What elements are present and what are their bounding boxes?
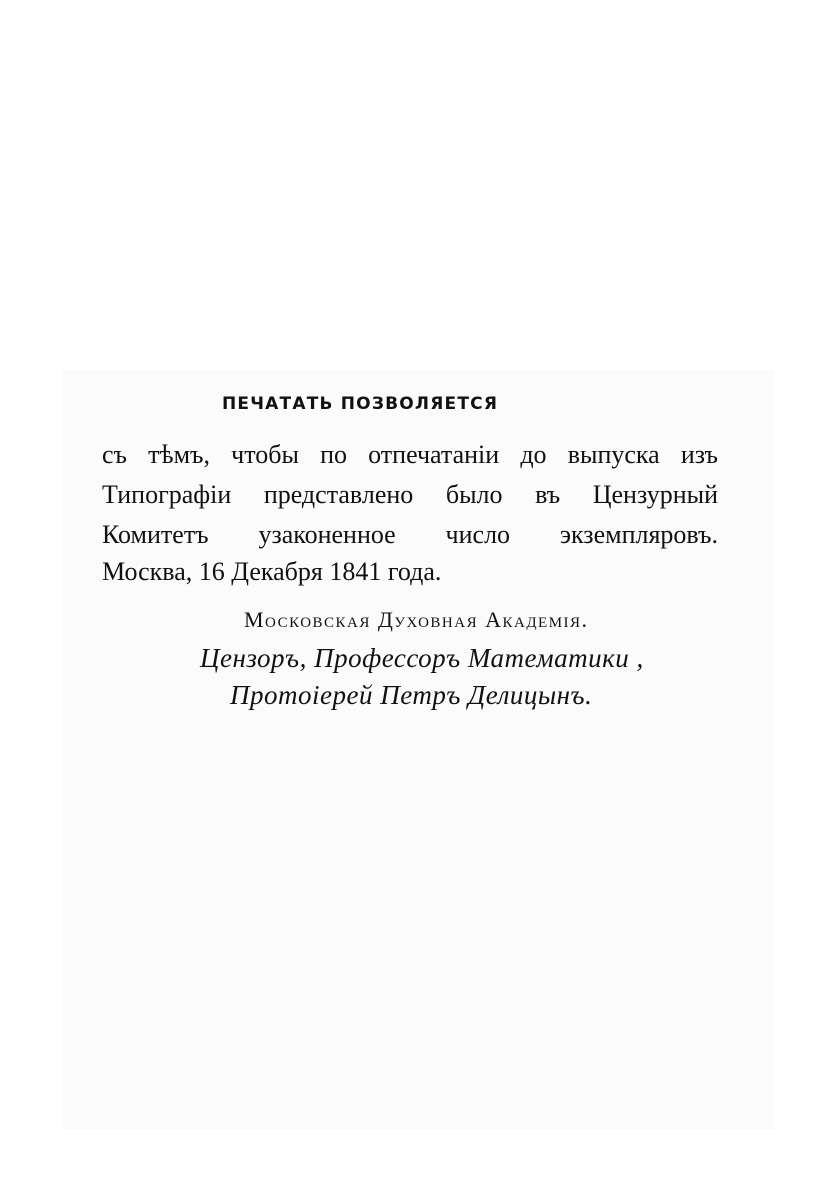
signature-title: Цензоръ, Профессоръ Математики ,	[200, 643, 644, 673]
body-line-1: съ тѣмъ, чтобы по отпечатаніи до выпуска изъ	[102, 440, 718, 469]
signature-institution: Московская Духовная Академія.	[244, 607, 589, 632]
censorship-heading: ПЕЧАТАТЬ ПОЗВОЛЯЕТСЯ	[222, 394, 499, 414]
body-line-2: Типографіи представлено было въ Цензурный	[102, 480, 718, 509]
body-line-3: Комитетъ узаконенное число экземпляровъ.	[102, 520, 718, 549]
body-line-date: Москва, 16 Декабря 1841 года.	[102, 557, 442, 586]
signature-name: Протоіерей Петръ Делицынъ.	[230, 680, 593, 710]
